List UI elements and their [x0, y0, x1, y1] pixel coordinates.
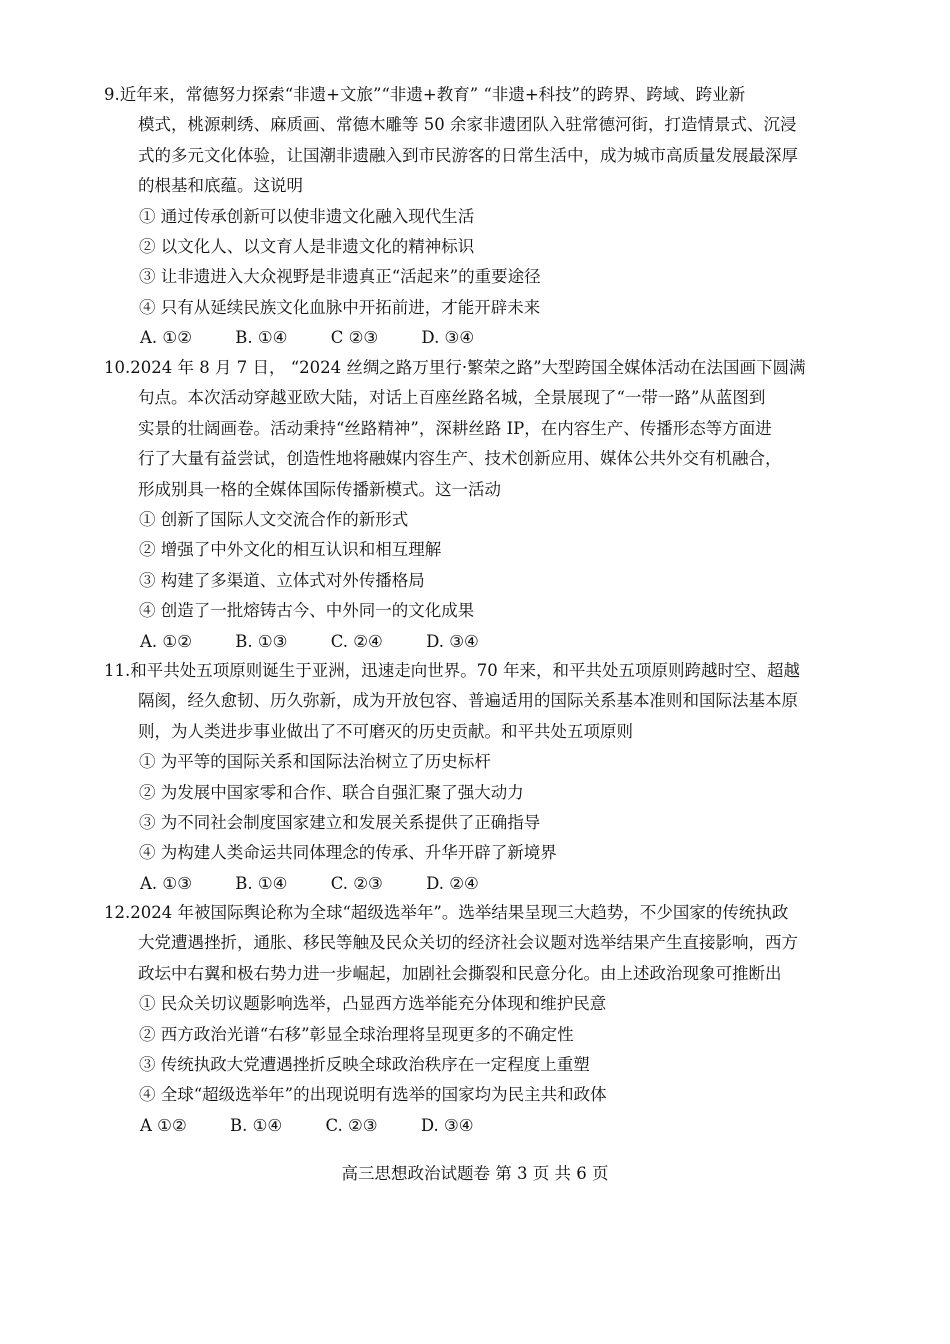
statement-option-1: ① 民众关切议题影响选举，凸显西方选举能充分体现和维护民意: [139, 994, 607, 1014]
choice-b: B. ①④: [235, 328, 288, 348]
statement-option-1: ① 通过传承创新可以使非遗文化融入现代生活: [139, 206, 475, 226]
question-stem-line: 大党遭遇挫折，通胀、移民等触及民众关切的经济社会议题对选举结果产生直接影响，西方: [138, 933, 798, 953]
statement-option-3: ③ 为不同社会制度国家建立和发展关系提供了正确指导: [139, 812, 541, 832]
question-stem-line: 政坛中右翼和极右势力进一步崛起，加剧社会撕裂和民意分化。由上述政治现象可推断出: [138, 963, 782, 983]
question-stem-line: 句点。本次活动穿越亚欧大陆，对话上百座丝路名城，全景展现了“一带一路”从蓝图到: [138, 388, 766, 408]
choice-a: A ①②: [140, 1115, 187, 1135]
answer-choices: [104, 869, 844, 899]
question-stem-line: 12.2024 年被国际舆论称为全球“超级选举年”。选举结果呈现三大趋势，不少国家的传统执政: [104, 903, 789, 922]
question-stem-line: 10.2024 年 8 月 7 日， “2024 丝绸之路万里行·繁荣之路”大型跨国全媒体活动在法国画下圆满: [104, 358, 806, 377]
statement-option-2: ② 西方政治光谱“右移”彰显全球治理将呈现更多的不确定性: [139, 1024, 574, 1044]
choice-d: D. ③④: [426, 631, 479, 651]
answer-choices: [104, 627, 844, 657]
choice-d: D. ③④: [421, 328, 475, 348]
choice-c: C ②③: [330, 328, 379, 348]
choice-b: B. ①③: [235, 631, 288, 651]
choice-c: C. ②③: [325, 1115, 378, 1135]
question-stem-line: 的根基和底蕴。这说明: [138, 176, 303, 196]
statement-option-2: ② 为发展中国家零和合作、联合自强汇聚了强大动力: [139, 782, 524, 802]
answer-choices: [104, 323, 844, 353]
statement-option-4: ④ 创造了一批熔铸古今、中外同一的文化成果: [139, 601, 475, 621]
statement-option-1: ① 为平等的国际关系和国际法治树立了历史标杆: [139, 752, 491, 772]
choice-b: B. ①④: [230, 1115, 283, 1135]
statement-option-2: ② 增强了中外文化的相互认识和相互理解: [139, 540, 442, 560]
choice-a: A. ①③: [140, 873, 192, 893]
choice-c: C. ②③: [330, 873, 383, 893]
question-11: [104, 656, 844, 899]
question-10: [104, 353, 844, 657]
question-stem-line: 模式，桃源刺绣、麻质画、常德木雕等 50 余家非遗团队入驻常德河街，打造情景式、沉浸: [138, 115, 797, 135]
question-stem-line: 形成别具一格的全媒体国际传播新模式。这一活动: [138, 479, 501, 499]
statement-option-3: ③ 让非遗进入大众视野是非遗真正“活起来”的重要途径: [139, 267, 541, 287]
answer-choices: [104, 1111, 844, 1141]
question-12: [104, 898, 844, 1141]
question-stem-line: 隔阂，经久愈韧、历久弥新，成为开放包容、普遍适用的国际关系基本准则和国际法基本原: [138, 691, 798, 711]
statement-option-4: ④ 全球“超级选举年”的出现说明有选举的国家均为民主共和政体: [139, 1085, 607, 1105]
statement-option-2: ② 以文化人、以文育人是非遗文化的精神标识: [139, 236, 475, 256]
question-stem-line: 9.近年来，常德努力探索“非遗+文旅”“非遗+教育” “非遗+科技”的跨界、跨域、跨业新: [104, 85, 746, 104]
choice-a: A. ①②: [140, 328, 192, 348]
question-stem-line: 11.和平共处五项原则诞生于亚洲，迅速走向世界。70 年来，和平共处五项原则跨越时空、超越: [104, 661, 800, 680]
choice-d: D. ②④: [426, 873, 479, 893]
statement-option-1: ① 创新了国际人文交流合作的新形式: [139, 509, 409, 529]
question-stem-line: 实景的壮阔画卷。活动秉持“丝路精神”，深耕丝路 IP，在内容生产、传播形态等方面进: [138, 418, 772, 438]
question-stem-line: 则，为人类进步事业做出了不可磨灭的历史贡献。和平共处五项原则: [138, 721, 633, 741]
choice-a: A. ①②: [140, 631, 192, 651]
page-footer: 高三思想政治试题卷 第 3 页 共 6 页: [341, 1164, 609, 1183]
choice-d: D. ③④: [420, 1115, 474, 1135]
statement-option-3: ③ 传统执政大党遭遇挫折反映全球政治秩序在一定程度上重塑: [139, 1054, 590, 1074]
question-stem-line: 行了大量有益尝试，创造性地将融媒内容生产、技术创新应用、媒体公共外交有机融合，: [138, 449, 782, 469]
question-9: [104, 80, 844, 354]
statement-option-4: ④ 只有从延续民族文化血脉中开拓前进，才能开辟未来: [139, 297, 541, 317]
question-stem-line: 式的多元文化体验，让国潮非遗融入到市民游客的日常生活中，成为城市高质量发展最深厚: [138, 145, 798, 165]
choice-b: B. ①④: [235, 873, 288, 893]
statement-option-4: ④ 为构建人类命运共同体理念的传承、升华开辟了新境界: [139, 843, 557, 863]
choice-c: C. ②④: [330, 631, 383, 651]
statement-option-3: ③ 构建了多渠道、立体式对外传播格局: [139, 570, 425, 590]
